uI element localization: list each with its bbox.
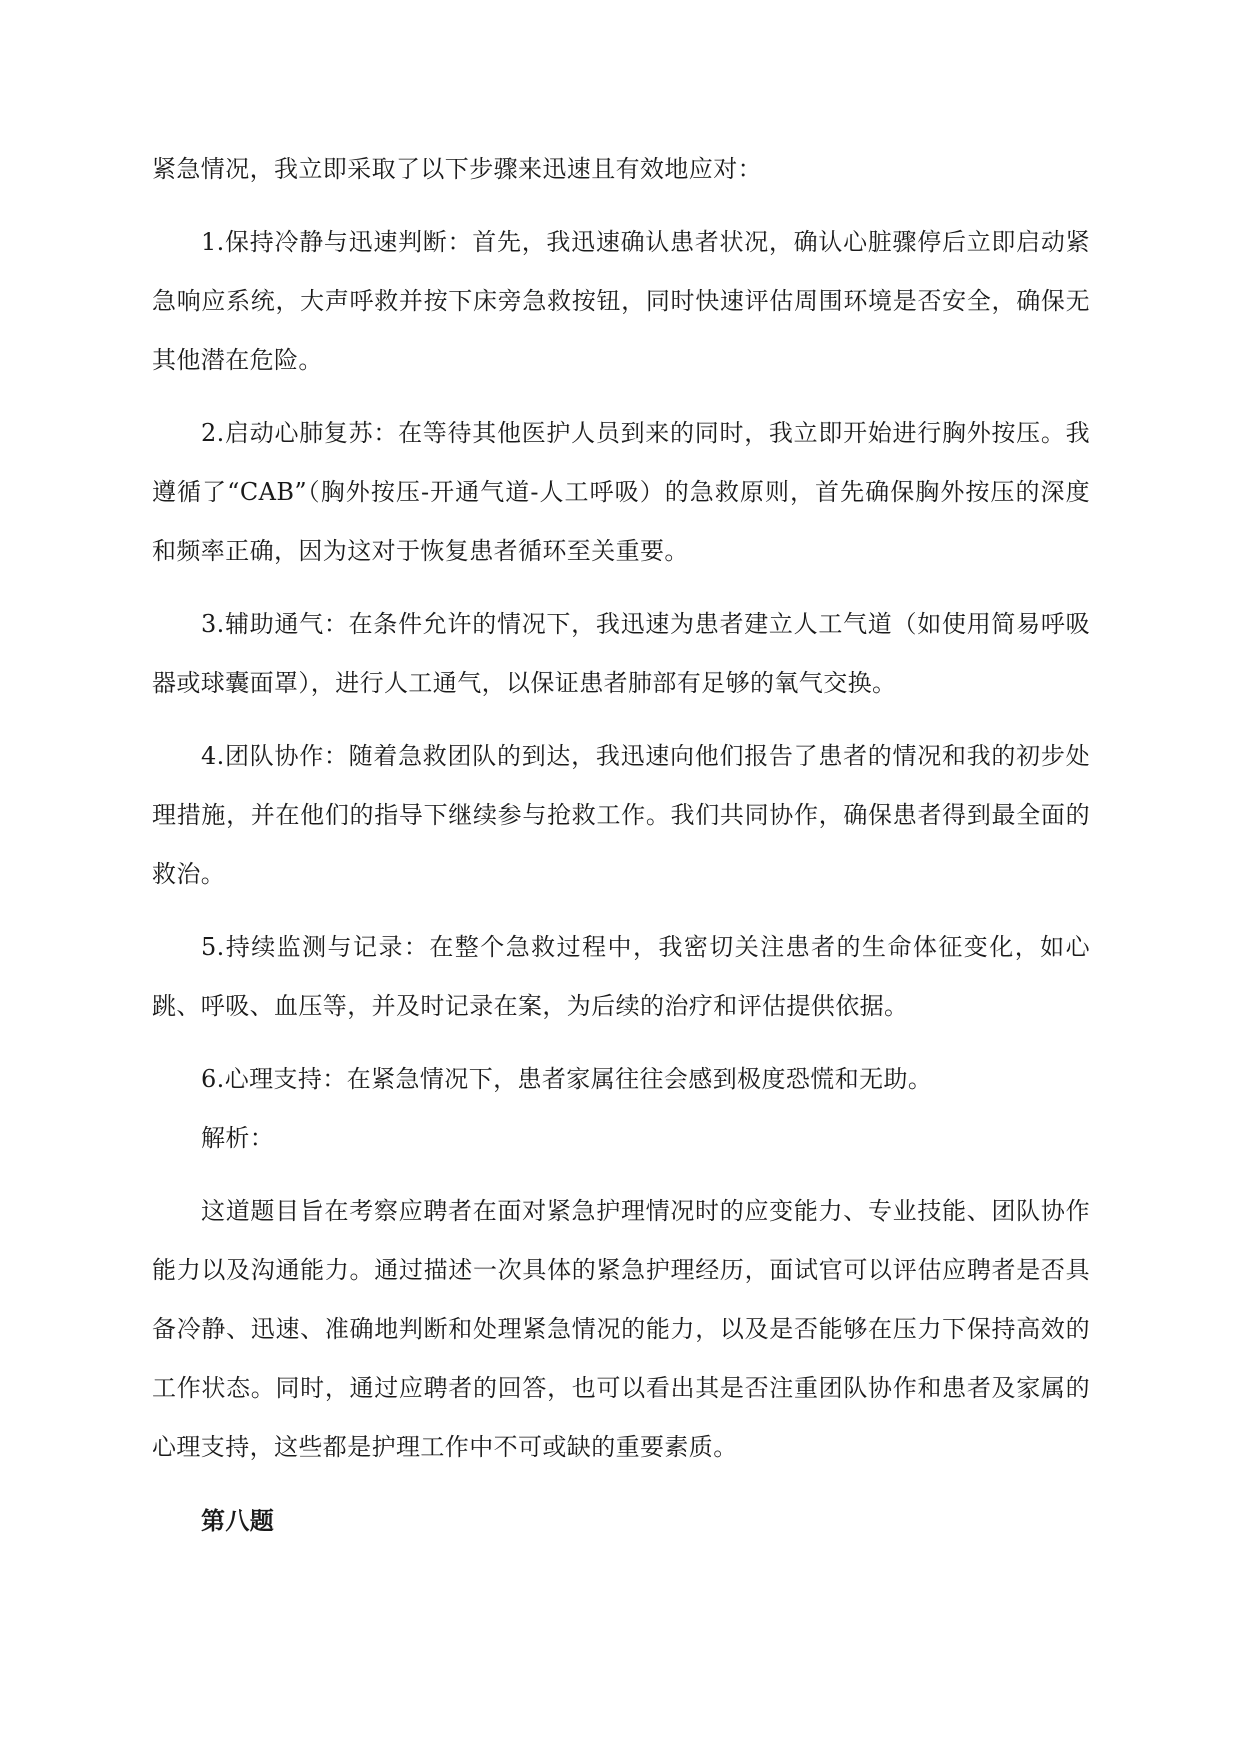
analysis-paragraph: 这道题目旨在考察应聘者在面对紧急护理情况时的应变能力、专业技能、团队协作能力以及沟通能力。通过描述一次具体的紧急护理经历，面试官可以评估应聘者是否具备冷静、迅速、准确地判断和处理紧急情况的能力，以及是否能够在压力下保持高效的工作状态。同时，通过应聘者的回答，也可以看出其是否注重团队协作和患者及家属的心理支持，这些都是护理工作中不可或缺的重要素质。 — [152, 1197, 1090, 1461]
question-heading: 第八题 — [201, 1506, 275, 1535]
step-4-paragraph: 4.团队协作：随着急救团队的到达，我迅速向他们报告了患者的情况和我的初步处理措施，并在他们的指导下继续参与抢救工作。我们共同协作，确保患者得到最全面的救治。 — [152, 742, 1090, 888]
step-6-paragraph: 6.心理支持：在紧急情况下，患者家属往往会感到极度恐慌和无助。 — [201, 1065, 933, 1093]
step-3-paragraph: 3.辅助通气：在条件允许的情况下，我迅速为患者建立人工气道（如使用简易呼吸器或球囊面罩），进行人工通气，以保证患者肺部有足够的氧气交换。 — [152, 610, 1090, 697]
document-body — [152, 140, 1090, 1550]
intro-paragraph: 紧急情况，我立即采取了以下步骤来迅速且有效地应对： — [152, 155, 762, 183]
step-1-paragraph: 1.保持冷静与迅速判断：首先，我迅速确认患者状况，确认心脏骤停后立即启动紧急响应系统，大声呼救并按下床旁急救按钮，同时快速评估周围环境是否安全，确保无其他潜在危险。 — [152, 228, 1090, 374]
analysis-label: 解析： — [201, 1124, 275, 1152]
step-2-paragraph: 2.启动心肺复苏：在等待其他医护人员到来的同时，我立即开始进行胸外按压。我遵循了“CAB”（胸外按压-开通气道-人工呼吸）的急救原则，首先确保胸外按压的深度和频率正确，因为这对于恢复患者循环至关重要。 — [152, 419, 1090, 565]
step-5-paragraph: 5.持续监测与记录：在整个急救过程中，我密切关注患者的生命体征变化，如心跳、呼吸、血压等，并及时记录在案，为后续的治疗和评估提供依据。 — [152, 933, 1090, 1020]
